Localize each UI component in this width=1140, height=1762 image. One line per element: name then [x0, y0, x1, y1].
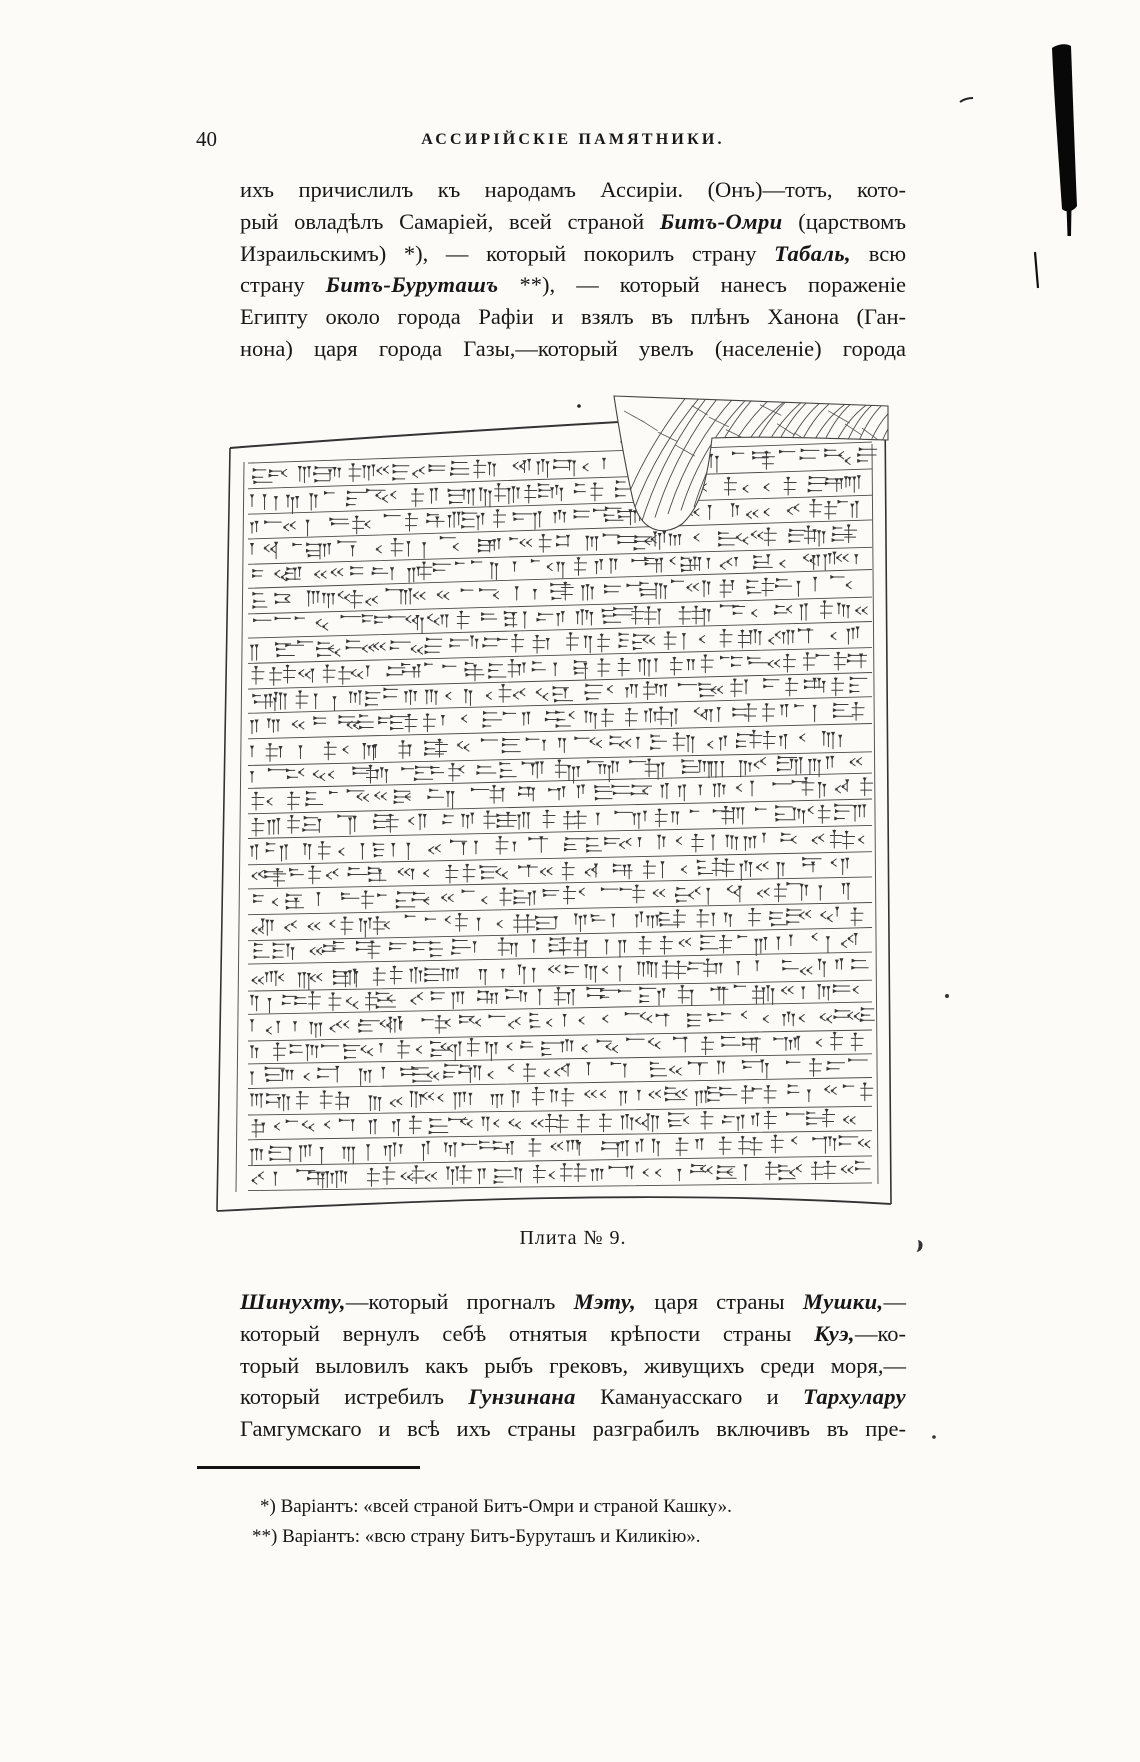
speck — [945, 994, 949, 998]
speck-comma — [917, 1240, 923, 1252]
text-line — [240, 238, 906, 270]
page-number: 40 — [196, 127, 217, 151]
text-run: рый овладѣлъ Самаріей, всей страной — [240, 208, 660, 234]
footnotes — [240, 1492, 906, 1552]
running-head: АССИРІЙСКІЕ ПАМЯТНИКИ. — [421, 131, 725, 148]
text-run: торый выловилъ какъ рыбъ грековъ, живущихъ среди моря,— — [240, 1352, 906, 1378]
text-run: страну — [240, 272, 326, 298]
figure-caption: Плита № 9. — [519, 1227, 627, 1249]
footnote-separator — [197, 1466, 420, 1469]
text-run: Гамгумскаго и всѣ ихъ страны разграбилъ включивъ въ пре- — [240, 1416, 906, 1442]
text-run: —который прогналъ — [345, 1289, 574, 1314]
proper-name-italic: Тархулару — [803, 1384, 906, 1410]
text-line — [240, 1286, 906, 1318]
text-run: Израильскимъ) *), — который покорилъ страну — [240, 240, 775, 266]
text-line — [240, 1381, 906, 1413]
text-run: Камануасскаго и — [575, 1384, 804, 1410]
text-run: который истребилъ — [240, 1384, 469, 1410]
text-run: царя страны — [636, 1289, 803, 1314]
tablet-frame — [217, 408, 891, 1211]
text-line — [240, 206, 906, 238]
proper-name-italic: Шинухту, — [240, 1289, 346, 1314]
proper-name-italic: Гунзинана — [468, 1384, 576, 1410]
text-line — [240, 174, 906, 206]
text-line — [240, 333, 906, 365]
proper-name-italic: Куэ, — [814, 1320, 855, 1346]
proper-name-italic: Битъ-Омри — [659, 208, 783, 234]
cuneiform-tablet-figure — [200, 378, 900, 1218]
proper-name-italic: Табаль, — [774, 240, 852, 266]
text-run: всю — [851, 240, 906, 266]
text-line — [240, 269, 906, 301]
text-run: (царствомъ — [782, 208, 906, 234]
margin-mark — [1035, 252, 1038, 288]
text-line — [240, 1413, 906, 1445]
text-run: ихъ причислилъ къ народамъ Ассиріи. (Онъ)—тотъ, кото- — [240, 177, 906, 202]
text-run: который вернулъ себѣ отнятыя крѣпости страны — [240, 1320, 815, 1346]
tablet-glyph-rows — [250, 447, 877, 1188]
paragraph-bottom — [240, 1286, 906, 1445]
text-line — [240, 1350, 906, 1382]
speck — [932, 1435, 936, 1439]
ink-blot-stem — [1067, 206, 1072, 236]
text-line — [240, 301, 906, 333]
footnote-line: *) Варіантъ: «всей страной Битъ-Омри и страной Кашку». — [260, 1496, 732, 1517]
proper-name-italic: Мэту, — [573, 1289, 637, 1314]
text-run: — — [883, 1289, 907, 1314]
text-run: Египту около города Рафіи и взялъ въ плѣнъ Ханона (Ган- — [240, 304, 906, 330]
proper-name-italic: Битъ-Буруташъ — [325, 272, 499, 298]
text-run: —ко- — [854, 1320, 906, 1346]
paragraph-top — [240, 174, 906, 365]
text-run: нона) царя города Газы,—который увелъ (населеніе) города — [240, 335, 906, 361]
text-run: **), — который нанесъ пораженіе — [498, 272, 906, 298]
ink-blot — [1052, 44, 1077, 211]
footnote-line: **) Варіантъ: «всю страну Битъ-Буруташъ и Киликію». — [252, 1526, 701, 1547]
text-line — [240, 1318, 906, 1350]
margin-dash — [960, 98, 973, 102]
proper-name-italic: Мушки, — [802, 1289, 884, 1314]
